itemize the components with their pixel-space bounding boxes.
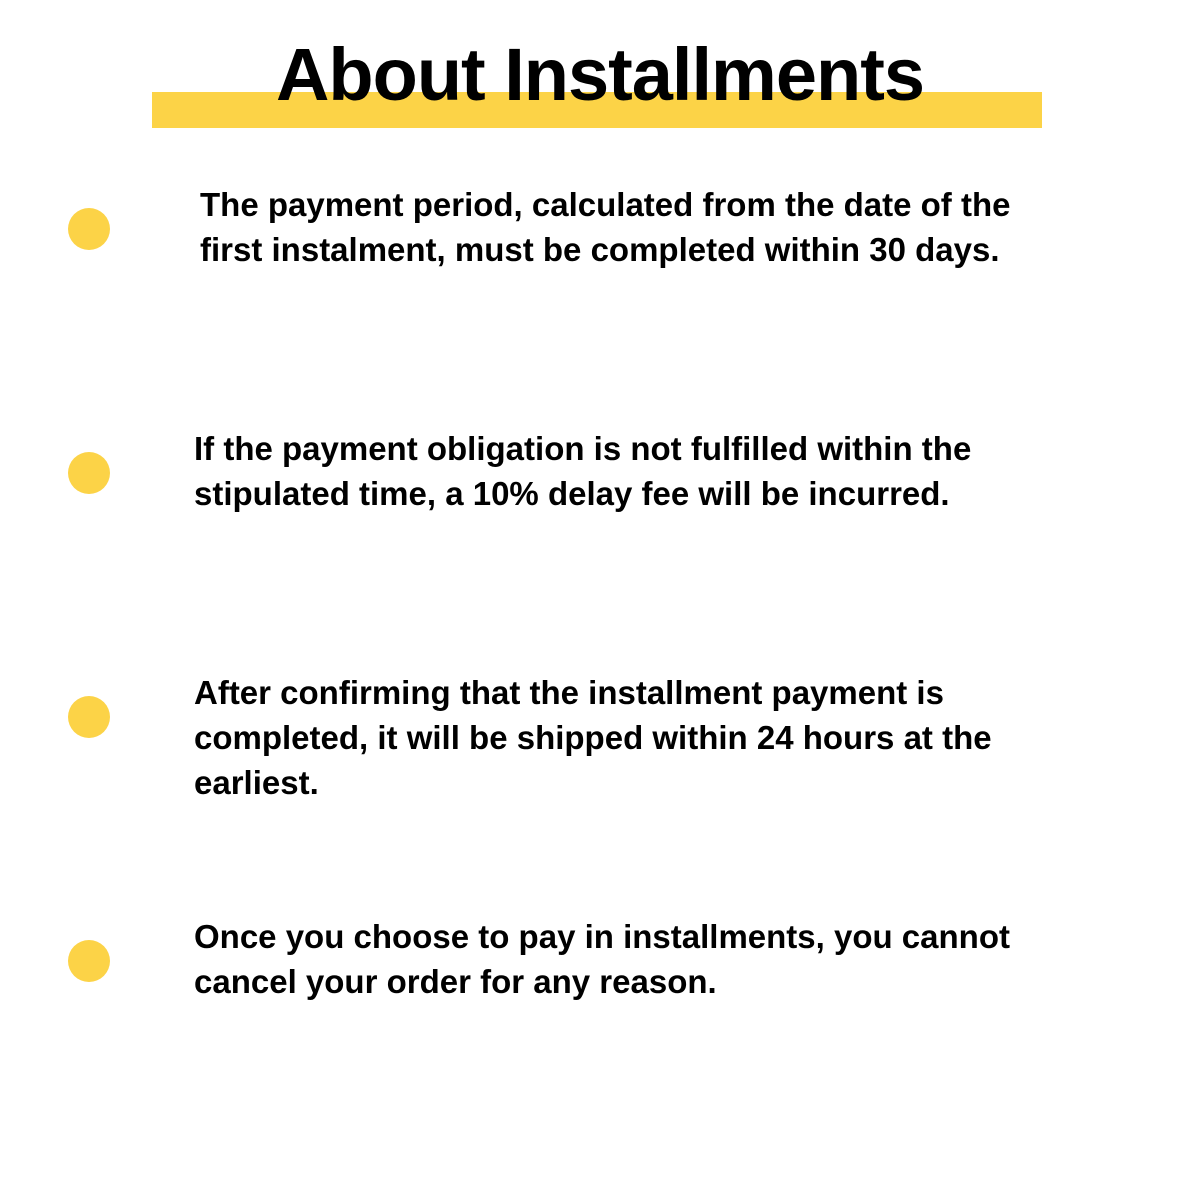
bullet-dot-icon — [68, 452, 110, 494]
list-item — [0, 182, 1200, 426]
list-item-text: If the payment obligation is not fulfilled within the stipulated time, a 10% delay fee will be incurred. — [194, 430, 972, 512]
bullet-dot-icon — [68, 696, 110, 738]
list-item — [0, 670, 1200, 914]
list-item-text: The payment period, calculated from the date of the first instalment, must be completed within 30 days. — [200, 186, 1011, 268]
list-item-text: After confirming that the installment payment is completed, it will be shipped within 24 hours at the earliest. — [194, 674, 992, 801]
page-header — [0, 0, 1200, 150]
list-item — [0, 426, 1200, 670]
page-title: About Installments — [275, 33, 925, 116]
list-item — [0, 914, 1200, 1158]
bullet-list — [0, 182, 1200, 1158]
list-item-text: Once you choose to pay in installments, you cannot cancel your order for any reason. — [194, 918, 1010, 1000]
bullet-dot-icon — [68, 940, 110, 982]
bullet-dot-icon — [68, 208, 110, 250]
